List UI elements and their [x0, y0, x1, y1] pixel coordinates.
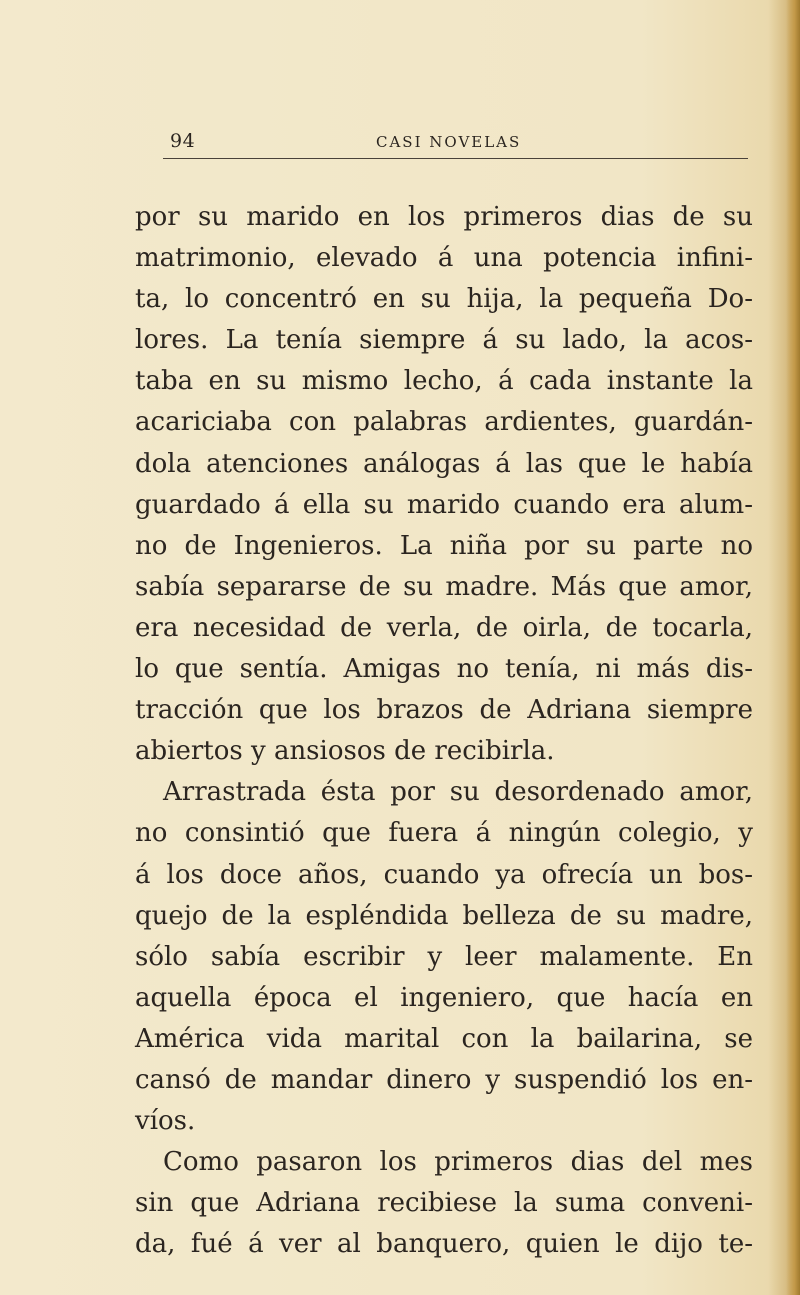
text-line: dola atenciones análogas á las que le había — [135, 448, 753, 479]
text-line: acariciaba con palabras ardientes, guardán- — [135, 407, 753, 438]
text-line: sabía separarse de su madre. Más que amor, — [135, 571, 753, 602]
page-edge — [786, 0, 800, 1295]
text-line: matrimonio, elevado á una potencia infini- — [135, 243, 753, 274]
text-line: cansó de mandar dinero y suspendió los en- — [135, 1064, 753, 1095]
page-header — [163, 128, 748, 159]
text-line: da, fué á ver al banquero, quien le dijo te- — [135, 1229, 753, 1260]
text-line: tracción que los brazos de Adriana siempre — [135, 695, 753, 726]
text-line: guardado á ella su marido cuando era alum- — [135, 489, 753, 520]
text-line: por su marido en los primeros dias de su — [135, 202, 753, 232]
text-line: sin que Adriana recibiese la suma conveni- — [135, 1188, 753, 1219]
running-title: CASI NOVELAS — [376, 133, 522, 151]
text-line: lo que sentía. Amigas no tenía, ni más dis- — [135, 654, 753, 685]
text-line: lores. La tenía siempre á su lado, la acos- — [135, 325, 753, 356]
text-line: quejo de la espléndida belleza de su madre, — [135, 900, 753, 931]
text-line: sólo sabía escribir y leer malamente. En — [135, 941, 753, 972]
text-line: Como pasaron los primeros dias del mes — [163, 1147, 753, 1178]
text-line: Arrastrada ésta por su desordenado amor, — [163, 777, 753, 808]
text-line: era necesidad de verla, de oirla, de tocarla, — [135, 612, 753, 643]
text-line: taba en su mismo lecho, á cada instante la — [135, 366, 753, 397]
body-text — [135, 197, 753, 1265]
text-line: víos. — [135, 1106, 196, 1137]
text-line: ta, lo concentró en su hija, la pequeña Do- — [135, 284, 753, 315]
text-line: no consintió que fuera á ningún colegio, y — [135, 818, 753, 849]
text-line: á los doce años, cuando ya ofrecía un bos- — [135, 859, 753, 890]
text-line: América vida marital con la bailarina, se — [135, 1023, 753, 1054]
page-number: 94 — [170, 130, 196, 152]
text-line: aquella época el ingeniero, que hacía en — [135, 982, 753, 1013]
text-line: abiertos y ansiosos de recibirla. — [135, 736, 555, 767]
text-line: no de Ingenieros. La niña por su parte no — [135, 530, 753, 561]
